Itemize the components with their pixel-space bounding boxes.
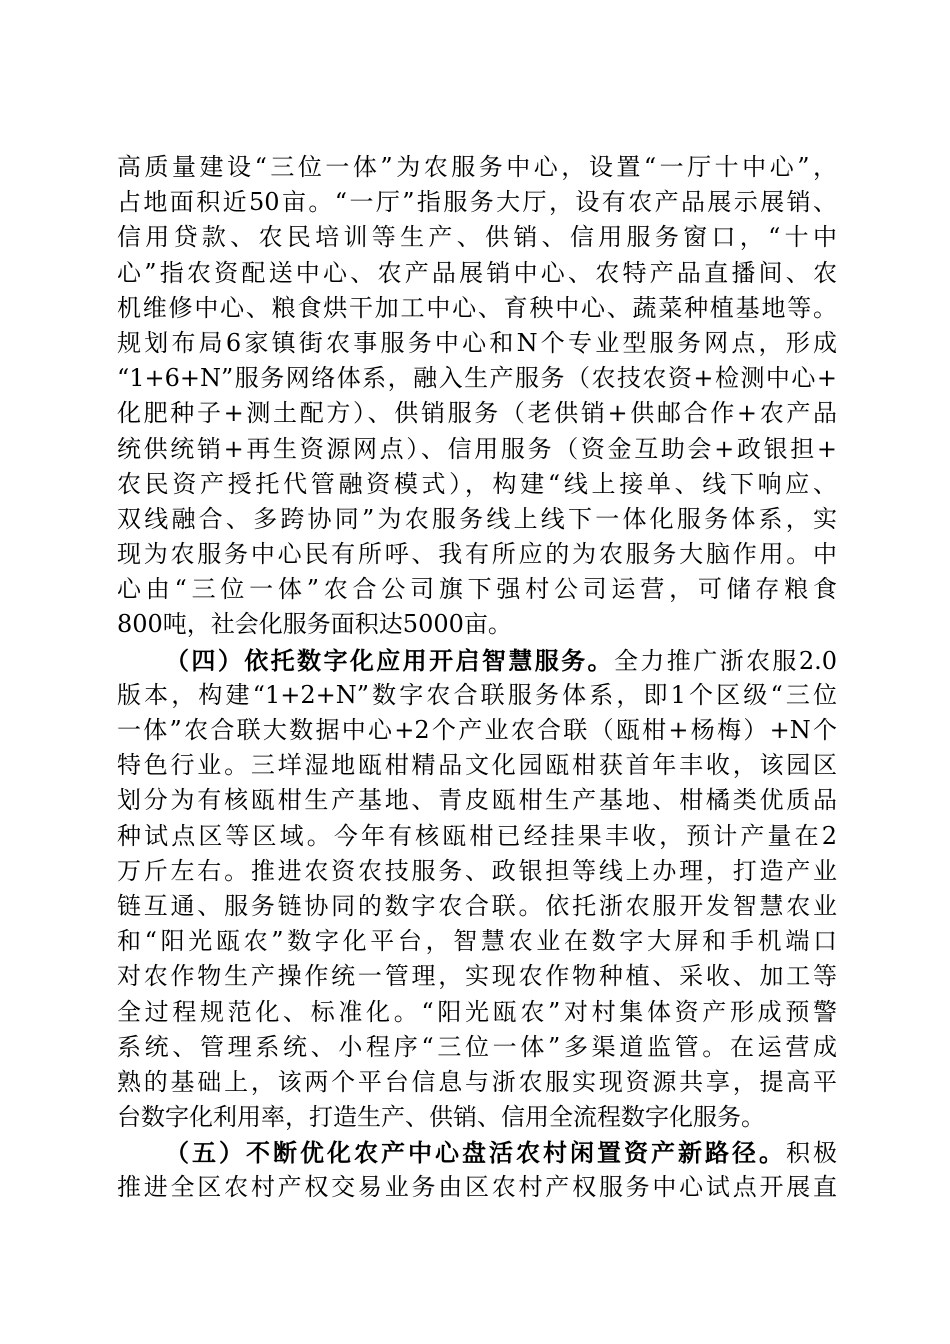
text-line: 推进全区农村产权交易业务由区农村产权服务中心试点开展直	[117, 1173, 837, 1202]
text-line: 和“阳光瓯农”数字化平台，智慧农业在数字大屏和手机端口	[117, 927, 837, 956]
text-line: 种试点区等区域。今年有核瓯柑已经挂果丰收，预计产量在2	[117, 821, 837, 850]
text-line: 信用贷款、农民培训等生产、供销、信用服务窗口，“十中	[117, 223, 837, 252]
text-line: “1+6+N”服务网络体系，融入生产服务（农技农资+检测中心+	[117, 364, 837, 393]
text-line: 现为农服务中心民有所呼、我有所应的为农服务大脑作用。中	[117, 540, 837, 569]
text-line: 划分为有核瓯柑生产基地、青皮瓯柑生产基地、柑橘类优质品	[117, 786, 837, 815]
section-heading: （五）不断优化农产中心盘活农村闲置资产新路径。	[165, 1138, 786, 1168]
paragraph-service-center	[117, 150, 837, 643]
paragraph-rural-assets	[117, 1135, 837, 1205]
text-line: 高质量建设“三位一体”为农服务中心，设置“一厅十中心”，	[117, 153, 837, 181]
text-line: 占地面积近50亩。“一厅”指服务大厅，设有农产品展示展销、	[117, 188, 837, 217]
text-line: 心由“三位一体”农合公司旗下强村公司运营，可储存粮食	[117, 575, 837, 604]
text-line: 一体”农合联大数据中心+2个产业农合联（瓯柑+杨梅）+N个	[117, 716, 837, 744]
text-line: 链互通、服务链协同的数字农合联。依托浙农服开发智慧农业	[117, 891, 837, 920]
heading-continuation: 积极	[786, 1139, 837, 1168]
paragraph-first-line	[117, 1135, 837, 1170]
text-line: 规划布局6家镇街农事服务中心和N个专业型服务网点，形成	[117, 328, 837, 357]
paragraph-first-line	[117, 643, 837, 678]
heading-continuation: 全力推广浙农服2.0	[613, 646, 838, 675]
text-line: 版本，构建“1+2+N”数字农合联服务体系，即1个区级“三位	[117, 680, 837, 709]
text-line: 统供统销+再生资源网点）、信用服务（资金互助会+政银担+	[117, 434, 837, 463]
text-line: 特色行业。三垟湿地瓯柑精品文化园瓯柑获首年丰收，该园区	[117, 751, 837, 780]
text-line: 全过程规范化、标准化。“阳光瓯农”对村集体资产形成预警	[117, 997, 837, 1026]
text-line: 农民资产授托代管融资模式），构建“线上接单、线下响应、	[117, 469, 837, 498]
paragraph-digital-service	[117, 643, 837, 1136]
text-line: 双线融合、多跨协同”为农服务线上线下一体化服务体系，实	[117, 504, 837, 533]
document-body	[117, 150, 837, 1206]
text-line: 系统、管理系统、小程序“三位一体”多渠道监管。在运营成	[117, 1032, 837, 1061]
section-heading: （四）依托数字化应用开启智慧服务。	[165, 645, 614, 675]
text-line: 机维修中心、粮食烘干加工中心、育秧中心、蔬菜种植基地等。	[117, 293, 837, 322]
text-line: 对农作物生产操作统一管理，实现农作物种植、采收、加工等	[117, 962, 837, 991]
text-line: 万斤左右。推进农资农技服务、政银担等线上办理，打造产业	[117, 856, 837, 885]
text-line: 800吨，社会化服务面积达5000亩。	[117, 610, 512, 639]
text-line: 化肥种子+测土配方）、供销服务（老供销+供邮合作+农产品	[117, 399, 837, 428]
text-line: 熟的基础上，该两个平台信息与浙农服实现资源共享，提高平	[117, 1067, 837, 1096]
text-line: 台数字化利用率，打造生产、供销、信用全流程数字化服务。	[117, 1103, 765, 1132]
text-line: 心”指农资配送中心、农产品展销中心、农特产品直播间、农	[117, 258, 837, 287]
